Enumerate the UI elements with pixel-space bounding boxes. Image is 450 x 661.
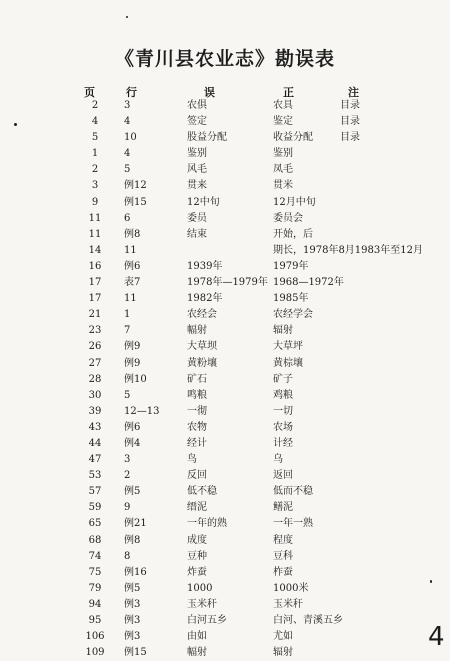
row-error: 幅射: [187, 647, 207, 659]
row-error: 农俱: [187, 100, 207, 111]
row-correct: 辐射: [273, 325, 293, 337]
row-page: 43: [88, 421, 102, 433]
row-correct: 鉴别: [273, 148, 293, 160]
row-error: 1978年—1979年: [187, 277, 268, 289]
table-row: [0, 452, 450, 468]
row-page: 94: [88, 598, 102, 610]
row-correct: 贯米: [273, 180, 293, 192]
row-line: 例6: [124, 260, 141, 272]
row-error: 黄粉壤: [187, 357, 217, 369]
row-line: 10: [124, 132, 137, 144]
row-line: 9: [124, 502, 131, 514]
row-line: 4: [124, 116, 131, 128]
row-page: 9: [91, 196, 99, 208]
row-line: 例15: [124, 647, 147, 659]
row-line: 8: [124, 550, 131, 562]
row-line: 4: [124, 148, 131, 160]
row-page: 21: [88, 309, 102, 321]
row-correct: 矿子: [273, 373, 293, 385]
table-row: [0, 275, 450, 291]
row-line: 例5: [124, 486, 141, 498]
table-row: [0, 613, 450, 629]
row-page: 2: [91, 164, 99, 176]
table-row: [0, 211, 450, 227]
row-error: 1982年: [187, 293, 223, 305]
row-error: 12中旬: [187, 196, 220, 208]
row-note: 目录: [340, 116, 360, 128]
row-error: 大草坝: [187, 341, 217, 353]
row-error: 一彻: [187, 405, 207, 417]
row-line: 例12: [124, 180, 147, 192]
row-page: 17: [88, 277, 102, 289]
row-error: 经计: [187, 437, 207, 449]
table-row: [0, 597, 450, 613]
row-line: 例3: [124, 598, 141, 610]
table-row: [0, 323, 450, 339]
table-row: [0, 372, 450, 388]
table-row: [0, 243, 450, 259]
row-error: 风毛: [187, 164, 207, 176]
table-row: [0, 162, 450, 178]
table-row: [0, 195, 450, 211]
table-row: [0, 629, 450, 645]
row-page: 106: [85, 631, 105, 643]
row-page: 95: [88, 615, 102, 626]
row-page: 14: [88, 244, 102, 256]
row-correct: 豆科: [273, 550, 293, 562]
row-error: 炸蚕: [187, 566, 207, 578]
row-line: 例8: [124, 534, 141, 546]
row-correct: 委员会: [273, 212, 303, 224]
row-correct: 返回: [273, 470, 293, 482]
row-line: 例3: [124, 631, 141, 643]
row-correct: 收益分配: [273, 132, 313, 144]
row-correct: 1968—1972年: [273, 277, 344, 289]
row-error: 委员: [187, 212, 207, 224]
row-error: 鉴别: [187, 148, 207, 160]
row-correct: 大草坪: [273, 341, 303, 353]
errata-table: [0, 98, 450, 661]
table-row: [0, 178, 450, 194]
table-row: [0, 468, 450, 484]
row-note: 目录: [340, 132, 360, 144]
row-page: 28: [88, 373, 102, 385]
table-row: [0, 356, 450, 372]
table-row: [0, 307, 450, 323]
row-page: 57: [88, 486, 102, 498]
row-correct: 一年一熟: [273, 518, 313, 530]
row-correct: 低而不稳: [273, 486, 313, 498]
row-correct: 12月中旬: [273, 196, 316, 208]
table-row: [0, 581, 450, 597]
row-line: 2: [124, 470, 131, 482]
header-correct: 正: [283, 86, 294, 99]
row-error: 白河五乡: [187, 615, 227, 626]
table-row: [0, 484, 450, 500]
table-row: [0, 130, 450, 146]
row-correct: 玉米秆: [273, 598, 303, 610]
row-correct: 辐射: [273, 647, 293, 659]
row-page: 59: [88, 502, 102, 514]
row-line: 11: [124, 244, 137, 256]
row-page: 16: [88, 260, 102, 272]
row-error: 成度: [187, 534, 207, 546]
document-title: 《青川县农业志》勘误表: [114, 48, 335, 70]
table-row: [0, 565, 450, 581]
row-correct: 一切: [273, 405, 293, 417]
table-row: [0, 146, 450, 162]
header-line: 行: [126, 86, 137, 99]
table-row: [0, 98, 450, 114]
row-correct: 1000米: [273, 582, 309, 594]
row-correct: 黄棕壤: [273, 357, 303, 369]
row-page: 47: [88, 454, 102, 466]
row-correct: 鳝泥: [273, 502, 293, 514]
table-row: [0, 404, 450, 420]
row-line: 5: [124, 164, 131, 176]
table-row: [0, 549, 450, 565]
scan-speck: [14, 123, 17, 126]
row-error: 缙泥: [187, 502, 207, 514]
row-page: 109: [85, 647, 105, 659]
row-line: 1: [124, 309, 131, 321]
row-error: 鸟: [187, 454, 197, 466]
row-correct: 鉴定: [273, 116, 293, 128]
row-line: 例15: [124, 196, 147, 208]
row-page: 11: [88, 212, 102, 224]
row-line: 例9: [124, 341, 141, 353]
row-line: 例16: [124, 566, 147, 578]
row-line: 6: [124, 212, 131, 224]
table-row: [0, 533, 450, 549]
row-error: 鸣粮: [187, 389, 207, 401]
row-line: 7: [124, 325, 131, 337]
scan-speck: [126, 16, 128, 18]
row-correct: 农场: [273, 421, 293, 433]
table-row: [0, 436, 450, 452]
row-page: 2: [91, 100, 99, 111]
row-correct: 计经: [273, 437, 293, 449]
row-page: 75: [88, 566, 102, 578]
row-page: 17: [88, 293, 102, 305]
row-error: 豆种: [187, 550, 207, 562]
row-correct: 农具: [273, 100, 293, 111]
row-page: 11: [88, 228, 102, 240]
row-page: 68: [88, 534, 102, 546]
header-error: 误: [204, 86, 215, 99]
row-page: 27: [88, 357, 102, 369]
table-row: [0, 645, 450, 661]
row-line: 例6: [124, 421, 141, 433]
row-error: 一年的熟: [187, 518, 227, 530]
row-page: 3: [91, 180, 99, 192]
row-correct: 柞蚕: [273, 566, 293, 578]
row-page: 30: [88, 389, 102, 401]
table-row: [0, 114, 450, 130]
row-line: 3: [124, 100, 131, 111]
row-error: 反回: [187, 470, 207, 482]
row-line: 3: [124, 454, 131, 466]
row-page: 39: [88, 405, 102, 417]
row-error: 矿石: [187, 373, 207, 385]
table-row: [0, 259, 450, 275]
row-correct: 开始，后: [273, 228, 313, 240]
row-error: 贯来: [187, 180, 207, 192]
row-correct: 1985年: [273, 293, 309, 305]
row-error: 1000: [187, 582, 213, 594]
row-error: 签定: [187, 116, 207, 128]
row-line: 例5: [124, 582, 141, 594]
row-page: 74: [88, 550, 102, 562]
row-page: 26: [88, 341, 102, 353]
row-page: 53: [88, 470, 102, 482]
row-correct: 凤毛: [273, 164, 293, 176]
row-page: 4: [91, 116, 99, 128]
row-correct: 农经学会: [273, 309, 313, 321]
row-error: 由如: [187, 631, 207, 643]
header-note: 注: [348, 86, 359, 99]
table-row: [0, 388, 450, 404]
row-page: 44: [88, 437, 102, 449]
row-correct: 期长，1978年8月1983年至12月: [273, 244, 423, 256]
table-header: [0, 84, 450, 98]
row-page: 65: [88, 518, 102, 530]
row-error: 农经会: [187, 309, 217, 321]
row-line: 例4: [124, 437, 141, 449]
table-row: [0, 516, 450, 532]
row-line: 表7: [124, 277, 141, 289]
row-error: 结束: [187, 228, 207, 240]
header-page: 页: [84, 86, 95, 99]
row-correct: 乌: [273, 454, 283, 466]
row-page: 1: [91, 148, 99, 160]
table-row: [0, 500, 450, 516]
row-line: 11: [124, 293, 137, 305]
row-error: 玉米秆: [187, 598, 217, 610]
row-line: 例9: [124, 357, 141, 369]
row-note: 目录: [340, 100, 360, 111]
table-row: [0, 291, 450, 307]
row-line: 例10: [124, 373, 147, 385]
row-correct: 1979年: [273, 260, 309, 272]
row-page: 5: [91, 132, 99, 144]
row-correct: 尤如: [273, 631, 293, 643]
table-row: [0, 420, 450, 436]
row-error: 幅射: [187, 325, 207, 337]
row-error: 1939年: [187, 260, 223, 272]
row-page: 23: [88, 325, 102, 337]
row-line: 5: [124, 389, 131, 401]
row-correct: 程度: [273, 534, 293, 546]
table-row: [0, 227, 450, 243]
row-error: 农物: [187, 421, 207, 433]
row-correct: 鸡粮: [273, 389, 293, 401]
row-line: 例3: [124, 615, 141, 626]
row-line: 例21: [124, 518, 147, 530]
row-error: 低不稳: [187, 486, 217, 498]
row-error: 股益分配: [187, 132, 227, 144]
table-row: [0, 339, 450, 355]
scan-speck: [430, 580, 432, 583]
row-line: 例8: [124, 228, 141, 240]
page-number: 4: [428, 622, 445, 652]
row-page: 79: [88, 582, 102, 594]
row-line: 12—13: [124, 405, 160, 417]
row-correct: 白河、青溪五乡: [273, 615, 343, 626]
